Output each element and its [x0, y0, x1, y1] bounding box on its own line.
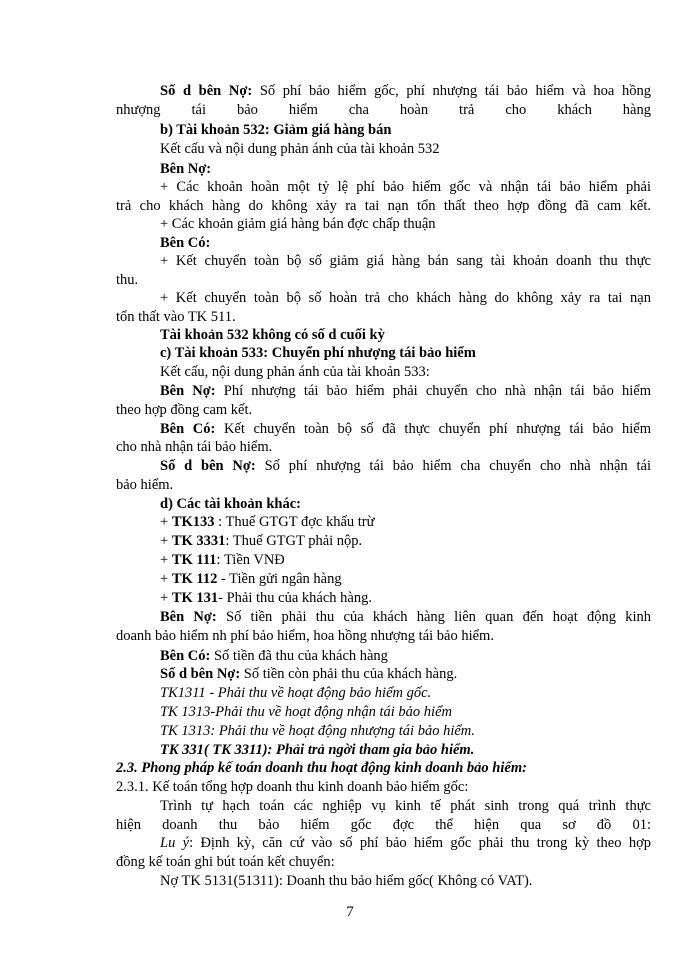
text-span: Nợ TK 5131(51311): Doanh thu bảo hiểm gốc( Không có VAT). — [160, 873, 533, 889]
text-span: TK 1313: Phải thu về hoạt động nhượng tái bảo hiểm. — [160, 723, 475, 739]
text-span: + Kết chuyển toàn bộ số giảm giá hàng bán sang tài khoản doanh thu thực — [160, 253, 651, 269]
text-line — [160, 215, 651, 233]
text-span: cho nhà nhận tái bảo hiểm. — [116, 439, 273, 455]
text-span: bảo hiểm. — [116, 477, 174, 493]
text-span: : Định kỳ, căn cứ vào số phí bảo hiểm gốc phải thu trong kỳ theo hợp — [189, 835, 651, 851]
text-line — [116, 476, 651, 494]
text-line — [160, 647, 651, 665]
text-span: + Các khoản hoàn một tỷ lệ phí bảo hiểm gốc và nhận tái bảo hiểm phải — [160, 179, 651, 195]
text-span: TK 3331 — [171, 533, 226, 549]
text-span: Kết cấu, nội dung phản ánh của tài khoản 533: — [160, 364, 430, 380]
text-span: Bên Nợ: — [160, 383, 224, 399]
text-line — [160, 703, 651, 721]
text-line — [116, 627, 651, 645]
text-span: TK133 — [171, 514, 215, 530]
text-line — [116, 778, 651, 796]
text-span: TK 111 — [171, 552, 217, 568]
text-line — [160, 82, 651, 100]
text-line — [160, 741, 651, 759]
text-line — [116, 816, 651, 834]
text-span: 2.3. Phong pháp kế toán doanh thu hoạt động kinh doanh bảo hiểm: — [116, 760, 527, 776]
text-span: hiện doanh thu bảo hiểm gốc đợc thể hiện qua sơ đồ 01: — [116, 817, 651, 833]
text-span: Số phí nhượng tái bảo hiểm cha chuyển cho nhà nhận tái — [264, 458, 651, 474]
text-span: Bên Nợ: — [160, 161, 212, 177]
text-span: Số d bên Nợ: — [160, 666, 244, 682]
text-span: Lu ý — [160, 835, 190, 851]
text-line — [160, 252, 651, 270]
text-line — [160, 665, 651, 683]
text-line — [160, 121, 651, 139]
text-span: trả cho khách hàng do không xảy ra tai nạn tổn thất theo hợp đồng đã cam kết. — [116, 198, 651, 214]
text-line — [160, 608, 651, 626]
text-line — [160, 589, 651, 607]
text-span: Bên Nợ: — [160, 609, 226, 625]
text-line — [116, 308, 651, 326]
text-line — [160, 684, 651, 702]
text-line — [116, 271, 651, 289]
text-span: Tài khoản 532 không có số d cuối kỳ — [160, 327, 385, 343]
text-span: - Phải thu của khách hàng. — [218, 590, 372, 606]
text-line — [160, 178, 651, 196]
text-line — [160, 382, 651, 400]
text-span: b) Tài khoản 532: Giảm giá hàng bán — [160, 122, 392, 138]
text-span: : Thuế GTGT đợc khấu trừ — [214, 514, 375, 530]
text-span: TK 1313-Phải thu về hoạt động nhận tái bảo hiểm — [160, 704, 452, 720]
page-number: 7 — [346, 904, 354, 920]
text-line — [160, 234, 651, 252]
text-line — [160, 289, 651, 307]
text-line — [160, 363, 651, 381]
text-span: Số tiền còn phải thu của khách hàng. — [243, 666, 458, 682]
text-span: + Các khoản giảm giá hàng bán đợc chấp thuận — [160, 216, 436, 232]
text-line — [160, 457, 651, 475]
text-line — [116, 759, 651, 777]
text-span: Phí nhượng tái bảo hiểm phải chuyển cho nhà nhận tái bảo hiểm — [223, 383, 651, 399]
text-line — [160, 420, 651, 438]
text-line — [160, 570, 651, 588]
text-span: Bên Có: — [160, 648, 214, 664]
text-line — [160, 797, 651, 815]
text-line — [160, 326, 651, 344]
text-span: c) Tài khoản 533: Chuyển phí nhượng tái bảo hiểm — [160, 345, 476, 361]
text-line — [116, 438, 651, 456]
text-span: Kết chuyển toàn bộ số đã thực chuyển phí nhượng tái bảo hiểm — [223, 421, 651, 437]
text-line — [116, 197, 651, 215]
text-span: theo hợp đồng cam kết. — [116, 402, 253, 418]
text-line — [160, 722, 651, 740]
text-span: 2.3.1. Kế toán tổng hợp doanh thu kinh doanh bảo hiểm gốc: — [116, 779, 469, 795]
text-span: Kết cấu và nội dung phản ánh của tài khoản 532 — [160, 141, 440, 157]
text-span: + — [160, 533, 172, 549]
text-line — [116, 401, 651, 419]
text-span: Số d bên Nợ: — [160, 83, 260, 99]
text-line — [160, 140, 651, 158]
text-line — [160, 872, 651, 890]
text-span: d) Các tài khoản khác: — [160, 496, 301, 512]
text-line — [160, 532, 651, 550]
text-span: TK 112 — [171, 571, 218, 587]
text-span: nhượng tái bảo hiểm cha hoàn trả cho khách hàng — [116, 102, 651, 118]
text-line — [116, 853, 651, 871]
text-span: + — [160, 514, 172, 530]
text-line — [160, 513, 651, 531]
text-line — [160, 834, 651, 852]
text-span: : Thuế GTGT phải nộp. — [225, 533, 363, 549]
text-line — [116, 101, 651, 119]
text-span: Bên Có: — [160, 235, 211, 251]
text-span: : Tiền VNĐ — [216, 552, 285, 568]
text-span: TK 131 — [171, 590, 219, 606]
text-span: + — [160, 590, 172, 606]
text-span: Số phí bảo hiểm gốc, phí nhượng tái bảo hiểm và hoa hồng — [259, 83, 651, 99]
text-span: + — [160, 552, 172, 568]
text-span: TK 331( TK 3311): Phải trả ngời tham gia bảo hiểm. — [160, 742, 475, 758]
text-line — [160, 495, 651, 513]
text-span: Số tiền đã thu của khách hàng — [213, 648, 388, 664]
text-span: tổn thất vào TK 511. — [116, 309, 236, 325]
text-span: thu. — [116, 272, 139, 288]
text-span: TK1311 - Phải thu về hoạt động bảo hiểm gốc. — [160, 685, 432, 701]
text-line — [160, 551, 651, 569]
text-span: + Kết chuyển toàn bộ số hoàn trả cho khách hàng do không xảy ra tai nạn — [160, 290, 651, 306]
text-span: đồng kế toán ghi bút toán kết chuyển: — [116, 854, 335, 870]
text-span: Số tiền phải thu của khách hàng liên quan đến hoạt động kinh — [226, 609, 651, 625]
text-span: Bên Có: — [160, 421, 224, 437]
text-line — [160, 160, 651, 178]
text-span: doanh bảo hiểm nh phí bảo hiểm, hoa hồng nhượng tái bảo hiểm. — [116, 628, 494, 644]
text-span: Số d bên Nợ: — [160, 458, 265, 474]
text-span: - Tiền gửi ngân hàng — [217, 571, 342, 587]
text-line — [160, 344, 651, 362]
text-span: Trình tự hạch toán các nghiệp vụ kinh tế phát sinh trong quá trình thực — [160, 798, 651, 814]
text-span: + — [160, 571, 172, 587]
